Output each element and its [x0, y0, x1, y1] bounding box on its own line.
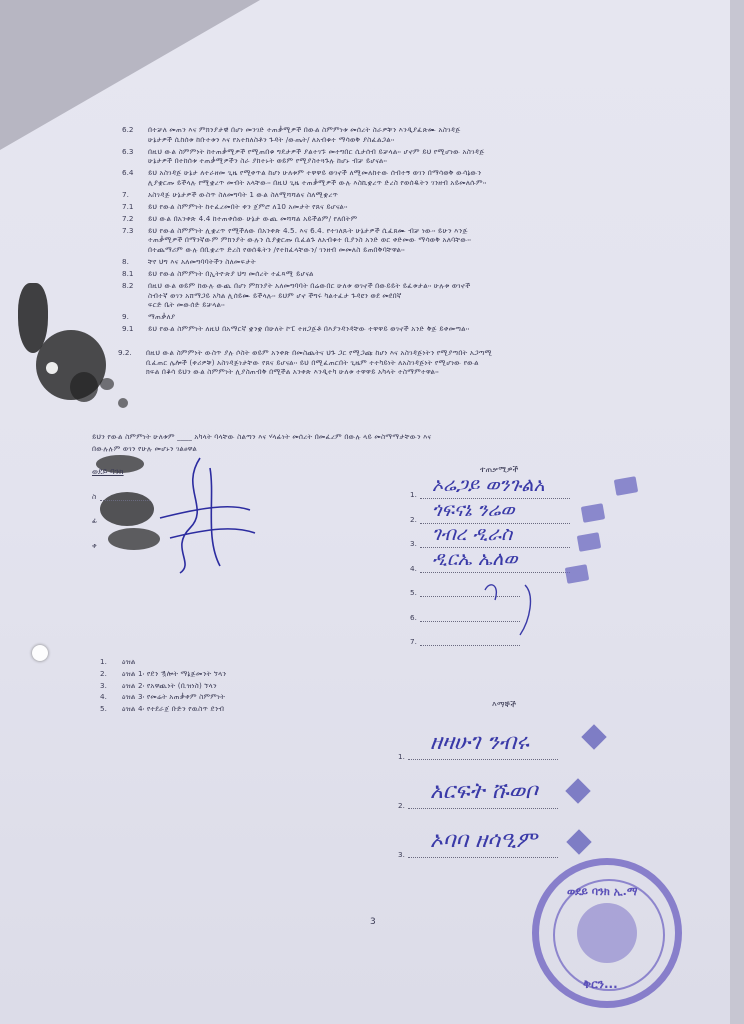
thumbprint [614, 476, 638, 496]
thumbprint [577, 532, 601, 552]
clause-text: ይህ አስገዳጅ ሁኔታ ለተራዘመ ጊዜ የሚቀጥል ከሆነ ሁለቱም ተዋዋይ ወገኖች ለሚመለከተው ሰብተኝ ወገን በማሳወቅ ውሳኔውን [148, 168, 482, 178]
official-stamp [532, 858, 682, 1008]
ink-blot [100, 378, 114, 390]
clause-text: ፍርድ ቤት መውሰድ ይቻላል፡፡ [148, 300, 225, 310]
clause-text: ይህ የውል ስምምነት ሊቋረጥ የሚችለው በአንቀጽ 4.5. እና 6.4. የተገለጹት ሁኔታዎች ሲፈጸሙ ብቻ ነው፡፡ ይሁን እንጅ [148, 225, 468, 235]
beneficiary-number: 2. [410, 514, 417, 524]
clause-text: ቢፈጠር ሌሎች (ቀሪዎቹ) አስገዳጅነታቸው የጸና ይሆናል፡፡ ይህ በሚፈጠርበት ጊዜም ተተካይነት ለአስገዳጅነት የሚሆነው የውል [146, 357, 479, 367]
clause-number: 6.4 [122, 168, 134, 178]
annex-number: 4. [100, 692, 107, 702]
annex-item: ዕዝል 1፡ የደን ዃሎት ማኔጅመንት ኘላን [122, 668, 227, 678]
page-edge [730, 0, 744, 1024]
closing-line: በውሉሉም ወገን የሁሉ መሆኑን ገልፀዋል [92, 444, 197, 453]
clause-number: 7.3 [122, 225, 134, 235]
clause-number: 8. [122, 257, 129, 266]
clause-number: 6.2 [122, 125, 134, 134]
annex-item: ዕዝል [122, 657, 136, 666]
annex-number: 5. [100, 704, 107, 714]
beneficiaries-heading: ተጠቃሚዎች [480, 465, 519, 474]
witness-number: 2. [398, 801, 405, 810]
clause-number: 8.1 [122, 269, 134, 278]
witness-signature: ኦባባ ዘሳዒም [430, 828, 537, 853]
clause-text: ቸየ ህግ እና አለመግባባትችን ስለመፍታት [148, 257, 256, 266]
clause-text: በዚህ ውል ስምምነት ከተጠቃሚዎች የሚጠበቁ ግዴታዎች ያልተገኙ መተግበር ሲታሰብ ይቻላል፡፡ ሆኖም ይህ የሚሆነው አስገዳጅ [148, 146, 485, 156]
clause-text: ይህ ውል በአንቀጽ 4.4 ከተጠቀሰው ሁኔታ ውጪ መሻሻል አይችልም/ የለበትም [148, 213, 358, 223]
annex-number: 2. [100, 668, 107, 678]
signature-line [408, 808, 558, 809]
clause-text: ሊያቋርጡ ይችላሉ የሚቋረጥ መብት አላቸው፡፡ በዚህ ጊዜ ተጠቃሚዎች ውሉ እስኪቋረጥ ድረስ የወሰዱትን ገንዘብ አይመለሱም፡፡ [148, 177, 487, 187]
stamp-text-bottom: ቅርን... [583, 977, 618, 991]
ink-blot [70, 372, 98, 402]
annex-number: 3. [100, 680, 107, 690]
clause-number: 7.2 [122, 213, 134, 223]
witness-number: 1. [398, 752, 405, 761]
beneficiary-number: 7. [410, 637, 417, 646]
witness-number: 3. [398, 850, 405, 859]
annex-item: ዕዝል 4፡ የተደራጀ ቡድን የዉስጥ ደንብ [122, 704, 225, 714]
page-number: 3 [370, 917, 376, 927]
clause-number: 9.2. [118, 348, 132, 358]
clause-text: በተቻለ መጠን እና ምክንያታዊ በሆነ መንገድ ተጠቃሚዎች በውል ስምምነቱ መሰረት ስራዎቹን እንዲያፈጽሙ አስገዳጅ [148, 125, 461, 134]
clause-text: አስገዳጅ ሁኔታዎች ውስጥ ስለመግባት 1 ውል ስለሚሻሻልና ስለሚቋረጥ [148, 189, 339, 199]
thumbprint [565, 778, 590, 803]
clause-number: 7.1 [122, 201, 134, 211]
left-date-label: ቀ [92, 541, 97, 550]
clause-text: ተጠቃሚዎች በማንኛውም ምክንያት ውሉን ሲያቋርጡ ቢፈልጉ ለአብቁተ ቢያንስ አንድ ወር ቀድመው ማሳወቅ አለባቸው፡፡ [148, 235, 472, 245]
ink-blot [118, 398, 128, 408]
signature-line [408, 857, 558, 858]
clause-text: ስብተኛ ወገን አሸማጋይ አካል ሊሰይሙ ይችላሉ፡፡ ይህም ሆኖ ችግሩ ካልተፈታ ጉዳዩን ወደ መደበኛ [148, 290, 402, 300]
clause-number: 9. [122, 312, 129, 322]
beneficiary-signature: ዲርኤ ኤለወ [432, 547, 518, 570]
closing-line: ይህን የውል ስምምነት ሁለቱም ____ አካላት ባላቸው ስልጣን እና ሃላፊነት መሰረት በመፈረም በውሉ ላይ መስማማታቸውን እና [92, 432, 432, 441]
witnesses-heading: እማኞች [492, 700, 517, 709]
left-position-label: ፊ [92, 516, 98, 525]
clause-text: ሁኔታዎች በተከሰቱ ተጠቃሚዎችን ስራ ያከተኑት ወይም የሚያስተጓጉሉ ከሆኑ ብቻ ይሆናል፡፡ [148, 156, 388, 166]
clause-text: ክፍል በቆሳ ይህን ውል ስምምነት ሊያስጠብቅ በሚችል አንቀጽ እንዲተካ ሁለቱ ተዋዋይ አካላት ተስማምተዋል፡፡ [146, 367, 439, 377]
clause-text: በዚህ ውል ወይም ከውሉ ውጪ በሆነ ምክንያት አለመግባባት በሬውበር ሁለቱ ወገኖች በውይይት ይፈቱታል፡፡ ሁሉቱ ወገኖች [148, 281, 471, 290]
clause-number: 6.3 [122, 146, 134, 156]
clause-text: ማጠቃለያ [148, 312, 176, 322]
clause-number: 9.1 [122, 324, 134, 334]
beneficiary-signature: ኦሬጋይ ወንጉልአ [432, 474, 545, 496]
left-name-label: ስ [92, 492, 97, 501]
annex-number: 1. [100, 657, 107, 666]
signature-line [408, 759, 558, 760]
beneficiary-number: 6. [410, 612, 417, 622]
clause-text: ይህ የውል ስምምነት ከተፈረመበት ቀን ጀምሮ ለ10 አመታት የጸና ይሆናል፡፡ [148, 201, 348, 211]
annex-item: ዕዝል 3፡ የመሬት አጠቃቀም ስምምነት [122, 692, 226, 702]
clause-text: ይህ የውል ስምምነት በኢትዮጵያ ህግ መሰረት ተፈጻሚ ይሆናል [148, 269, 314, 278]
ink-blot [46, 362, 58, 374]
left-party-heading: ወደይ ባንክ [92, 467, 124, 476]
beneficiary-number: 3. [410, 539, 417, 548]
annex-item: ዕዝል 2፡ የአዋጪነት (ቢዝነስ) ኘላን [122, 680, 217, 690]
stamp-text-top: ወደይ ባንክ ኢ.ማ [567, 885, 638, 898]
clause-number: 8.2 [122, 281, 134, 290]
thumbprint [565, 564, 589, 584]
clause-number: 7. [122, 189, 129, 199]
signature-line [420, 572, 570, 573]
scribble-mark [470, 575, 550, 645]
witness-signature: አርፍት ሹወቦ [430, 779, 538, 804]
clause-text: በተጨማሪም ውሉ በቢቋረጥ ድረስ የወሰዱትን /የተከፈላቸውን/ ገንዘብ መመለስ ይጠበቅባቸዋል፡፡ [148, 245, 405, 254]
thumbprint [581, 724, 606, 749]
punch-hole [32, 645, 48, 661]
clause-text: በዚህ ውል ስምምነት ውስጥ ያሉ ሶስት ወይም አንቀጽ በመስጨትና ህጉ ጋር የሚጋጩ ከሆነ እና አስገዳጅነትን የሚያጣበት አጋጣሚ [146, 348, 493, 358]
clause-text: ሁኔታዎች ሲከሰቱ ከቡተቱን እና የአተክለስቶን ጉዳት /ውጤት/ ለአብቁተ ማሳወቅ ያስፈልጋል፡፡ [148, 134, 395, 144]
thumbprint [581, 503, 605, 523]
beneficiary-signature: ጎፍናኔ ንሬወ [432, 498, 515, 521]
beneficiary-signature: ገብረ ዲራስ [432, 523, 513, 545]
beneficiary-number: 4. [410, 563, 417, 573]
beneficiary-number: 1. [410, 490, 417, 499]
clause-text: ይህ የውል ስምምነት ለዚህ በአማርኛ ቋንቋ በሁለት ኮፒ ተዘጋጅቶ በእያንዳንዳቸው ተዋዋይ ወገኖች አንድ ቅጅ ይቀመጣል፡፡ [148, 324, 470, 334]
signature-line [420, 645, 520, 646]
left-signature [140, 448, 260, 578]
beneficiary-number: 5. [410, 588, 417, 597]
witness-signature: ዘዛሁገ ንብሩ [430, 730, 529, 755]
thumbprint [566, 829, 591, 854]
